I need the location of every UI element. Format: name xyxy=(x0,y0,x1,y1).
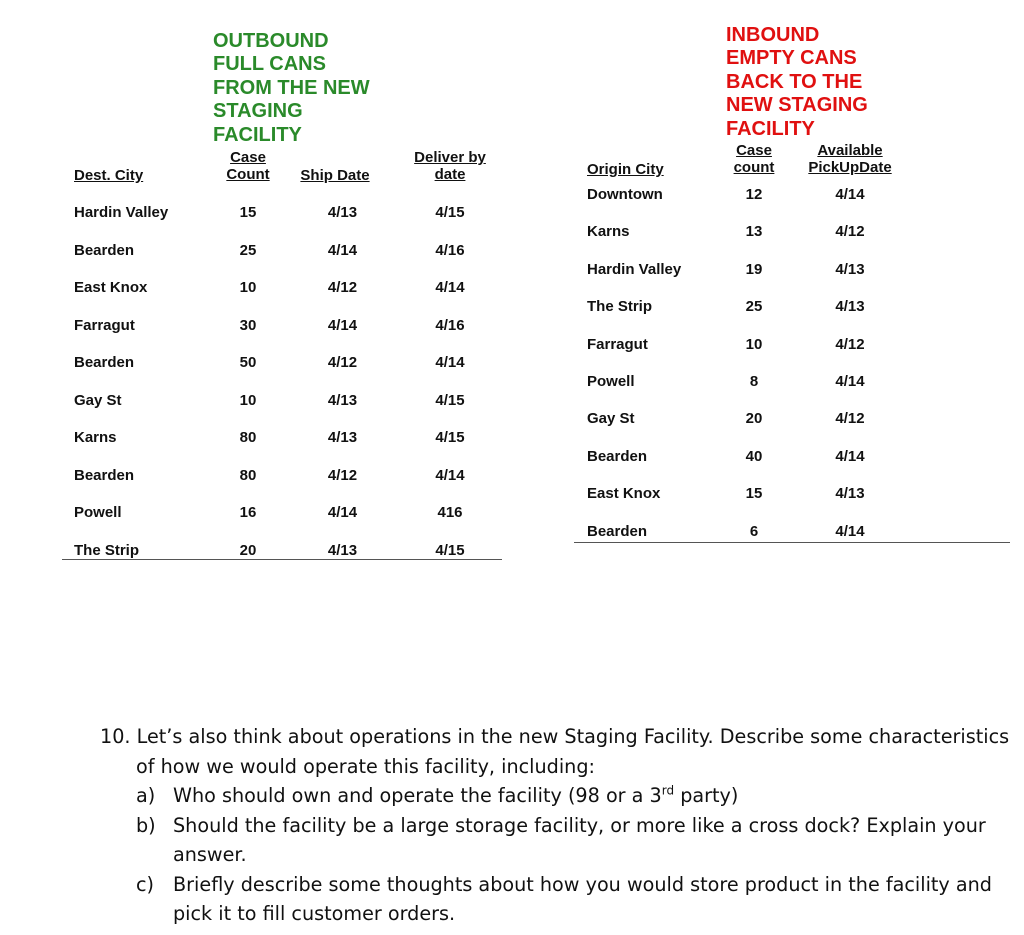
ship-date-cell: 4/14 xyxy=(327,316,358,334)
dest-city-cell: Farragut xyxy=(74,316,135,334)
case-count-cell: 20 xyxy=(239,541,257,559)
case-count-cell: 19 xyxy=(745,260,763,278)
header-case-count-line: Case xyxy=(736,142,772,159)
header-origin-city: Origin City xyxy=(587,161,664,178)
question-item-b xyxy=(100,811,1020,870)
deliver-by-cell: 4/15 xyxy=(435,204,465,221)
origin-city-cell: Karns xyxy=(587,223,630,241)
deliver-by-cell: 4/14 xyxy=(435,354,465,371)
dest-city-cell: Gay St xyxy=(74,391,122,409)
header-deliver-by xyxy=(400,149,500,183)
dest-city-cell: Hardin Valley xyxy=(74,204,169,221)
header-case-count xyxy=(218,149,278,183)
outbound-title-line: FROM THE NEW xyxy=(213,76,370,99)
case-count-cell: 40 xyxy=(745,447,763,465)
header-available-pickup-line: Available xyxy=(817,142,883,159)
outbound-title xyxy=(213,30,370,147)
deliver-by-cell: 4/15 xyxy=(435,429,465,446)
case-count-cell: 50 xyxy=(239,354,257,371)
case-count-cell: 80 xyxy=(239,429,257,446)
pickup-date-cell: 4/13 xyxy=(835,485,865,503)
header-dest-city: Dest. City xyxy=(74,167,144,184)
ship-date-cell: 4/12 xyxy=(327,354,358,371)
origin-city-cell: Bearden xyxy=(587,522,648,540)
question-10 xyxy=(100,722,1020,781)
dest-city-cell: The Strip xyxy=(74,541,140,559)
pickup-date-cell: 4/13 xyxy=(835,298,865,316)
outbound-title-line: STAGING xyxy=(213,100,303,123)
deliver-by-cell: 4/15 xyxy=(435,541,465,559)
pickup-date-cell: 4/14 xyxy=(835,186,865,203)
question-number: 10. xyxy=(100,725,131,748)
deliver-by-cell: 4/14 xyxy=(435,279,465,296)
dest-city-cell: Bearden xyxy=(74,354,135,371)
dest-city-cell: Powell xyxy=(74,504,122,521)
outbound-title-line: FULL CANS xyxy=(213,53,326,76)
question-item-c xyxy=(100,870,1020,929)
pickup-date-cell: 4/14 xyxy=(835,373,865,390)
question-item-a xyxy=(100,781,1020,811)
outbound-title-line: OUTBOUND xyxy=(213,30,329,52)
outbound-title-line: FACILITY xyxy=(213,123,302,146)
inbound-table-rule xyxy=(574,542,1010,543)
origin-city-cell: Downtown xyxy=(587,186,663,203)
deliver-by-cell: 4/15 xyxy=(435,391,465,409)
item-text: Briefly describe some thoughts about how you would store product in the facility and pick it to fill customer orders. xyxy=(173,872,992,925)
case-count-cell: 25 xyxy=(239,241,257,259)
deliver-by-cell: 4/14 xyxy=(435,466,465,484)
case-count-cell: 6 xyxy=(749,522,759,540)
item-text: Should the facility be a large storage facility, or more like a cross dock? Explain your answer. xyxy=(173,813,986,866)
case-count-cell: 16 xyxy=(239,504,257,521)
header-deliver-by-line: Deliver by xyxy=(414,149,486,166)
ship-date-cell: 4/13 xyxy=(327,541,358,559)
header-case-count-line: count xyxy=(733,159,775,176)
pickup-date-cell: 4/12 xyxy=(835,410,865,428)
case-count-cell: 10 xyxy=(745,335,763,353)
item-text: Who should own and operate the facility (98 or a 3 xyxy=(173,784,662,807)
header-ship-date: Ship Date xyxy=(300,167,370,184)
ship-date-cell: 4/13 xyxy=(327,391,358,409)
case-count-cell: 10 xyxy=(239,391,257,409)
dest-city-cell: Bearden xyxy=(74,466,135,484)
dest-city-cell: East Knox xyxy=(74,279,148,296)
item-text: party) xyxy=(674,784,739,807)
dest-city-cell: Karns xyxy=(74,429,117,446)
header-available-pickup-line: PickUpDate xyxy=(808,159,892,176)
item-label: c) xyxy=(136,872,155,896)
ship-date-cell: 4/13 xyxy=(327,204,358,221)
header-deliver-by-line: date xyxy=(434,166,466,183)
pickup-date-cell: 4/13 xyxy=(835,260,865,278)
question-text: Let’s also think about operations in the new Staging Facility. Describe some characteristics of how we would operate this facility, including: xyxy=(136,725,1010,778)
header-available-pickup xyxy=(795,142,905,176)
case-count-cell: 80 xyxy=(239,466,257,484)
inbound-title-line: BACK TO THE xyxy=(726,70,863,93)
pickup-date-cell: 4/12 xyxy=(835,223,865,241)
origin-city-cell: Powell xyxy=(587,373,635,390)
dest-city-cell: Bearden xyxy=(74,241,135,259)
ship-date-cell: 4/14 xyxy=(327,504,358,521)
ship-date-cell: 4/13 xyxy=(327,429,358,446)
origin-city-cell: The Strip xyxy=(587,298,653,316)
origin-city-cell: Farragut xyxy=(587,335,648,353)
ship-date-cell: 4/12 xyxy=(327,279,358,296)
deliver-by-cell: 4/16 xyxy=(435,241,465,259)
deliver-by-cell: 4/16 xyxy=(435,316,465,334)
ship-date-cell: 4/12 xyxy=(327,466,358,484)
inbound-title-line: EMPTY CANS xyxy=(726,47,857,70)
ship-date-cell: 4/14 xyxy=(327,241,358,259)
inbound-title-line: FACILITY xyxy=(726,117,815,140)
header-case-count xyxy=(724,142,784,176)
inbound-title-line: INBOUND xyxy=(726,24,820,46)
origin-city-cell: East Knox xyxy=(587,485,661,503)
item-text-superscript: rd xyxy=(661,783,675,798)
case-count-cell: 30 xyxy=(239,316,257,334)
case-count-cell: 8 xyxy=(749,373,759,390)
origin-city-cell: Gay St xyxy=(587,410,635,428)
item-label: b) xyxy=(136,813,156,837)
case-count-cell: 25 xyxy=(745,298,763,316)
inbound-title xyxy=(726,24,868,141)
origin-city-cell: Hardin Valley xyxy=(587,260,682,278)
case-count-cell: 13 xyxy=(745,223,763,241)
header-case-count-line: Case xyxy=(230,149,266,166)
question-block xyxy=(100,722,1020,929)
outbound-table-rule xyxy=(62,559,502,560)
case-count-cell: 20 xyxy=(745,410,763,428)
deliver-by-cell: 416 xyxy=(437,504,463,521)
header-case-count-line: Count xyxy=(226,166,270,183)
item-label: a) xyxy=(136,784,156,807)
case-count-cell: 15 xyxy=(239,204,257,221)
pickup-date-cell: 4/14 xyxy=(835,522,865,540)
case-count-cell: 15 xyxy=(745,485,763,503)
inbound-title-line: NEW STAGING xyxy=(726,94,868,117)
case-count-cell: 10 xyxy=(239,279,257,296)
pickup-date-cell: 4/14 xyxy=(835,447,865,465)
origin-city-cell: Bearden xyxy=(587,447,648,465)
case-count-cell: 12 xyxy=(745,186,763,203)
pickup-date-cell: 4/12 xyxy=(835,335,865,353)
